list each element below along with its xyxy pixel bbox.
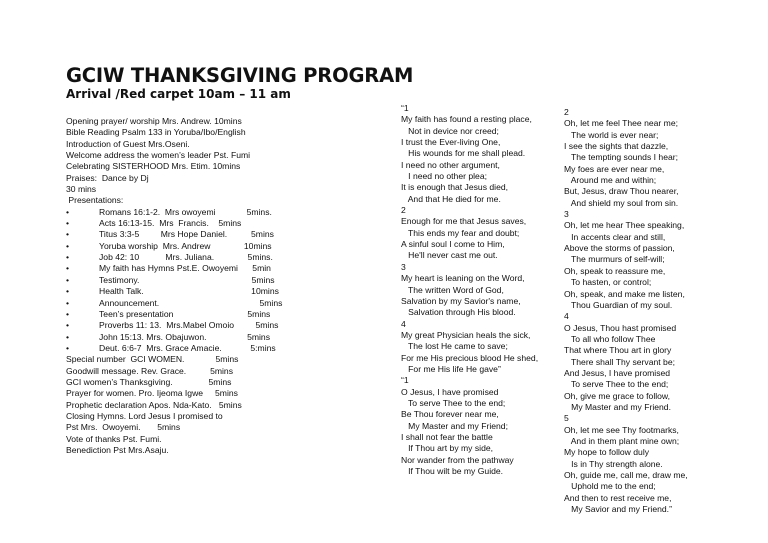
bullet-icon: • <box>66 263 70 274</box>
presentation-text: Health Talk. 10mins <box>99 286 279 297</box>
hymn-line: For me His precious blood He shed, <box>401 352 539 363</box>
program-line: Prayer for women. Pro. Ijeoma Igwe 5mins <box>66 388 238 399</box>
hymn-line: Salvation through His blood. <box>401 307 516 318</box>
bullet-icon: • <box>66 320 70 331</box>
hymn-line: To hasten, or control; <box>564 277 652 288</box>
hymn-line: The murmurs of self-will; <box>564 254 665 265</box>
hymn-line: Thou Guardian of my soul. <box>564 299 673 310</box>
hymn-line: 2 <box>564 107 569 117</box>
bullet-icon: • <box>66 308 70 319</box>
hymn-line: It is enough that Jesus died, <box>401 182 509 193</box>
hymn-column-1 <box>401 103 538 477</box>
hymn-line: Around me and within; <box>564 175 657 186</box>
bullet-icon: • <box>66 218 70 229</box>
hymn-line: Uphold me to the end; <box>564 481 656 492</box>
presentation-text: Deut. 6:6-7 Mrs. Grace Amacie. 5:mins <box>99 342 276 353</box>
presentation-item <box>66 342 276 354</box>
presentation-item <box>66 229 274 240</box>
bullet-icon: • <box>66 286 70 297</box>
hymn-line: But, Jesus, draw Thou nearer, <box>564 186 679 197</box>
hymn-line: “1 <box>401 103 409 113</box>
presentation-item <box>66 218 250 229</box>
presentation-item <box>66 206 272 218</box>
hymn-line: He'll never cast me out. <box>401 250 498 261</box>
bullet-icon: • <box>66 331 70 342</box>
hymn-line: Oh, speak, and make me listen, <box>564 288 685 299</box>
presentation-text: Teen’s presentation 5mins <box>99 308 271 319</box>
hymn-line: I need no other argument, <box>401 159 500 170</box>
hymn-line: 4 <box>564 311 569 322</box>
hymn-line: The tempting sounds I hear; <box>564 152 679 163</box>
hymn-line: Be Thou forever near me, <box>401 409 499 420</box>
hymn-line: In accents clear and still, <box>564 231 666 242</box>
presentation-item <box>66 240 272 252</box>
hymn-line: My Master and my Friend. <box>564 401 671 412</box>
hymn-line: And shield my soul from sin. <box>564 197 679 208</box>
hymn-line: Oh, let me hear Thee speaking, <box>564 220 685 231</box>
hymn-line: Not in device nor creed; <box>401 125 499 136</box>
hymn-line: And Jesus, I have promised <box>564 367 671 378</box>
program-line: GCI women’s Thanksgiving. 5mins <box>66 376 232 387</box>
presentation-item <box>66 331 270 343</box>
bullet-icon: • <box>66 206 70 217</box>
presentation-item <box>66 308 271 320</box>
hymn-line: Nor wander from the pathway <box>401 454 514 465</box>
program-line: Goodwill message. Rev. Grace. 5mins <box>66 365 233 376</box>
hymn-line: I see the sights that dazzle, <box>564 141 669 152</box>
hymn-line: My Master and my Friend; <box>401 420 508 431</box>
hymn-line: If Thou art by my side, <box>401 443 494 454</box>
hymn-line: And then to rest receive me, <box>564 492 672 503</box>
hymn-line: My foes are ever near me, <box>564 163 665 174</box>
program-line: Opening prayer/ worship Mrs. Andrew. 10mins <box>66 116 242 126</box>
hymn-line: 4 <box>401 318 406 329</box>
hymn-line: And in them plant mine own; <box>564 435 680 446</box>
hymn-line: O Jesus, Thou hast promised <box>564 322 677 333</box>
hymn-line: To serve Thee to the end; <box>564 379 669 390</box>
presentation-item <box>66 320 279 331</box>
presentation-item <box>66 274 275 286</box>
bullet-icon: • <box>66 297 70 308</box>
program-line: Introduction of Guest Mrs.Oseni. <box>66 138 190 149</box>
hymn-line: I shall not fear the battle <box>401 431 493 442</box>
hymn-line: My faith has found a resting place, <box>401 114 532 125</box>
presentation-text: Announcement. 5mins <box>99 297 283 308</box>
presentation-text: Job 42: 10 Mrs. Juliana. 5mins. <box>99 252 273 263</box>
hymn-line: 5 <box>564 413 569 424</box>
program-line: 30 mins <box>66 184 97 195</box>
hymn-line: My heart is leaning on the Word, <box>401 273 525 284</box>
program-schedule <box>66 116 283 456</box>
presentation-item <box>66 263 271 274</box>
hymn-line: The world is ever near; <box>564 129 659 140</box>
hymn-line: Oh, give me grace to follow, <box>564 390 671 401</box>
bullet-icon: • <box>66 229 70 240</box>
hymn-line: I trust the Ever-living One, <box>401 137 501 148</box>
bullet-icon: • <box>66 342 70 353</box>
program-line: Bible Reading Psalm 133 in Yoruba/Ibo/English <box>66 127 246 138</box>
presentation-text: Acts 16:13-15. Mrs Francis. 5mins <box>99 218 242 229</box>
program-line: Closing Hymns. Lord Jesus I promised to <box>66 410 223 421</box>
presentation-text: Titus 3:3-5 Mrs Hope Daniel. 5mins <box>99 229 274 240</box>
hymn-line: My great Physician heals the sick, <box>401 329 531 340</box>
program-line: Benediction Pst Mrs.Asaju. <box>66 444 169 455</box>
hymn-line: Oh, speak to reassure me, <box>564 265 666 276</box>
hymn-line: O Jesus, I have promised <box>401 386 499 397</box>
hymn-line: I need no other plea; <box>401 171 488 182</box>
presentation-text: John 15:13. Mrs. Obajuwon. 5mins <box>99 331 270 342</box>
hymn-line: His wounds for me shall plead. <box>401 148 526 159</box>
program-line: Welcome address the women’s leader Pst. Fumi <box>66 150 251 161</box>
hymn-line: The written Word of God, <box>401 284 504 295</box>
hymn-line: Salvation by my Savior's name, <box>401 295 521 306</box>
program-line: Pst Mrs. Owoyemi. 5mins <box>66 422 181 433</box>
presentation-item <box>66 252 273 263</box>
hymn-line: If Thou wilt be my Guide. <box>401 466 504 476</box>
hymn-line: To serve Thee to the end; <box>401 397 506 408</box>
hymn-line: Oh, guide me, call me, draw me, <box>564 470 688 480</box>
program-line: Celebrating SISTERHOOD Mrs. Etim. 10mins <box>66 161 241 172</box>
arrival-subtitle: Arrival /Red carpet 10am – 11 am <box>66 87 291 101</box>
presentation-text: Testimony. 5mins <box>99 274 275 285</box>
hymn-line: Above the storms of passion, <box>564 243 675 254</box>
program-line: Vote of thanks Pst. Fumi. <box>66 433 162 444</box>
hymn-line: My Savior and my Friend.” <box>564 504 672 515</box>
bullet-icon: • <box>66 252 70 263</box>
hymn-line: And that He died for me. <box>401 193 501 204</box>
hymn-line: 3 <box>401 261 406 272</box>
bullet-icon: • <box>66 240 70 251</box>
hymn-line: Oh, let me feel Thee near me; <box>564 118 679 129</box>
presentation-text: My faith has Hymns Pst.E. Owoyemi 5min <box>99 263 271 274</box>
hymn-line: 2 <box>401 205 406 216</box>
presentation-text: Yoruba worship Mrs. Andrew 10mins <box>99 240 272 251</box>
program-line: Special number GCI WOMEN. 5mins <box>66 354 239 365</box>
hymn-line: That where Thou art in glory <box>564 345 672 356</box>
program-line: Prophetic declaration Apos. Nda-Kato. 5mins <box>66 399 242 410</box>
hymn-line: “1 <box>401 375 409 386</box>
hymn-line: Enough for me that Jesus saves, <box>401 216 527 227</box>
presentation-text: Proverbs 11: 13. Mrs.Mabel Omoio 5mins <box>99 320 279 331</box>
program-line: Presentations: <box>66 195 124 206</box>
hymn-line: My hope to follow duly <box>564 447 650 458</box>
program-line: Praises: Dance by Dj <box>66 172 149 183</box>
bullet-icon: • <box>66 274 70 285</box>
hymn-line: Oh, let me see Thy footmarks, <box>564 424 679 435</box>
hymn-line: This ends my fear and doubt; <box>401 227 520 238</box>
hymn-line: 3 <box>564 209 569 220</box>
hymn-line: A sinful soul I come to Him, <box>401 239 505 250</box>
presentation-text: Romans 16:1-2. Mrs owoyemi 5mins. <box>99 206 272 217</box>
hymn-line: The lost He came to save; <box>401 341 508 352</box>
hymn-line: For me His life He gave” <box>401 363 501 374</box>
hymn-column-2 <box>564 107 688 515</box>
presentation-item <box>66 297 283 309</box>
hymn-line: There shall Thy servant be; <box>564 356 675 367</box>
presentation-item <box>66 286 279 297</box>
hymn-line: Is in Thy strength alone. <box>564 458 663 469</box>
hymn-line: To all who follow Thee <box>564 333 656 344</box>
page-title: GCIW THANKSGIVING PROGRAM <box>66 64 414 87</box>
